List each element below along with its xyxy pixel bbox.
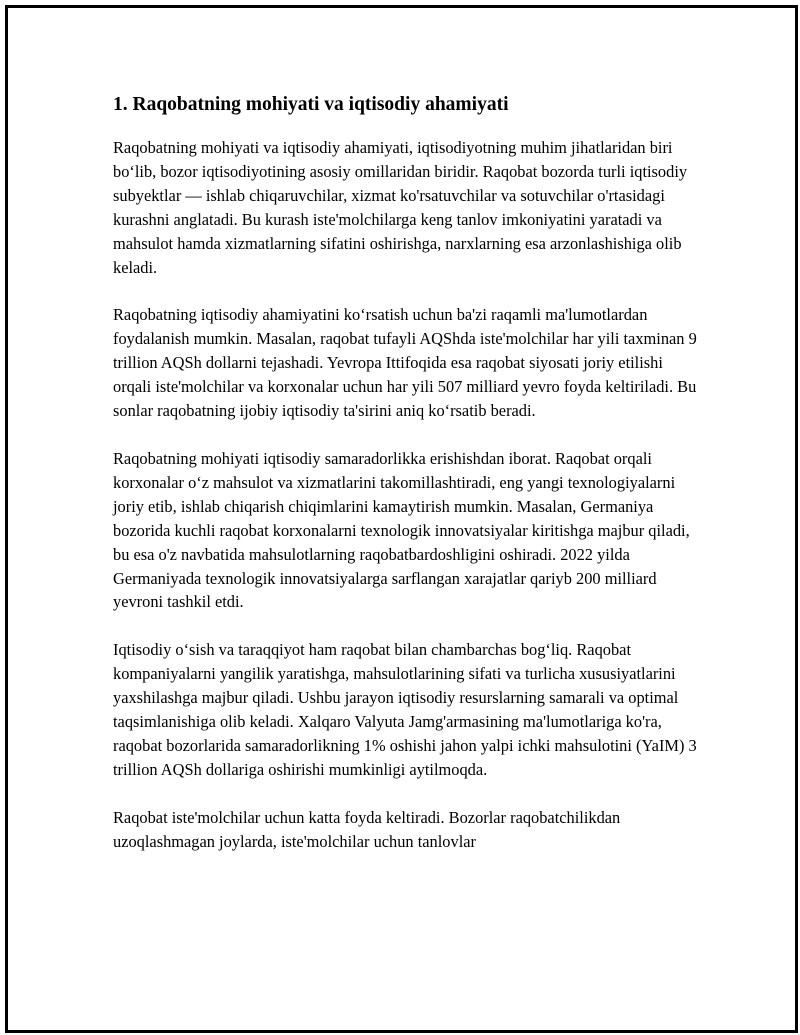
document-body	[113, 92, 703, 878]
paragraph-4: Iqtisodiy oʻsish va taraqqiyot ham raqobat bilan chambarchas bogʻliq. Raqobat kompaniyalarni yangilik yaratishga, mahsulotlarining sifati va turlicha xususiyatlarini yaxshilashga majbur qiladi. Ushbu jarayon iqtisodiy resurslarning samarali va optimal taqsimlanishiga olib keladi. Xalqaro Valyuta Jamg'armasining ma'lumotlariga ko'ra, raqobat bozorlarida samaradorlikning 1% oshishi jahon yalpi ichki mahsulotini (YaIM) 3 trillion AQSh dollariga oshirishi mumkinligi aytilmoqda.	[113, 640, 697, 779]
paragraph-2: Raqobatning iqtisodiy ahamiyatini koʻrsatish uchun ba'zi raqamli ma'lumotlardan foydalanish mumkin. Masalan, raqobat tufayli AQShda iste'molchilar har yili taxminan 9 trillion AQSh dollarni tejashadi. Yevropa Ittifoqida esa raqobat siyosati joriy etilishi orqali iste'molchilar va korxonalar uchun har yili 507 milliard yevro foyda keltiriladi. Bu sonlar raqobatning ijobiy iqtisodiy ta'sirini aniq koʻrsatib beradi.	[113, 305, 697, 421]
paragraph-1: Raqobatning mohiyati va iqtisodiy ahamiyati, iqtisodiyotning muhim jihatlaridan biri boʻlib, bozor iqtisodiyotining asosiy omillaridan biridir. Raqobat bozorda turli iqtisodiy subyektlar — ishlab chiqaruvchilar, xizmat ko'rsatuvchilar va sotuvchilar o'rtasidagi kurashni anglatadi. Bu kurash iste'molchilarga keng tanlov imkoniyatini yaratadi va mahsulot hamda xizmatlarning sifatini oshirishga, narxlarning esa arzonlashishiga olib keladi.	[113, 138, 688, 277]
paragraph-3: Raqobatning mohiyati iqtisodiy samaradorlikka erishishdan iborat. Raqobat orqali korxonalar oʻz mahsulot va xizmatlarini takomillashtiradi, eng yangi texnologiyalarni joriy etib, ishlab chiqarish chiqimlarini kamaytirish mumkin. Masalan, Germaniya bozorida kuchli raqobat korxonalarni texnologik innovatsiyalar kiritishga majbur qiladi, bu esa o'z navbatida mahsulotlarning raqobatbardoshligini oshiradi. 2022 yilda Germaniyada texnologik innovatsiyalarga sarflangan xarajatlar qariyb 200 milliard yevroni tashkil etdi.	[113, 448, 690, 612]
section-heading: 1. Raqobatning mohiyati va iqtisodiy ahamiyati	[113, 94, 509, 115]
paragraph-5: Raqobat iste'molchilar uchun katta foyda keltiradi. Bozorlar raqobatchilikdan uzoqlashmagan joylarda, iste'molchilar uchun tanlovlar	[113, 807, 621, 851]
